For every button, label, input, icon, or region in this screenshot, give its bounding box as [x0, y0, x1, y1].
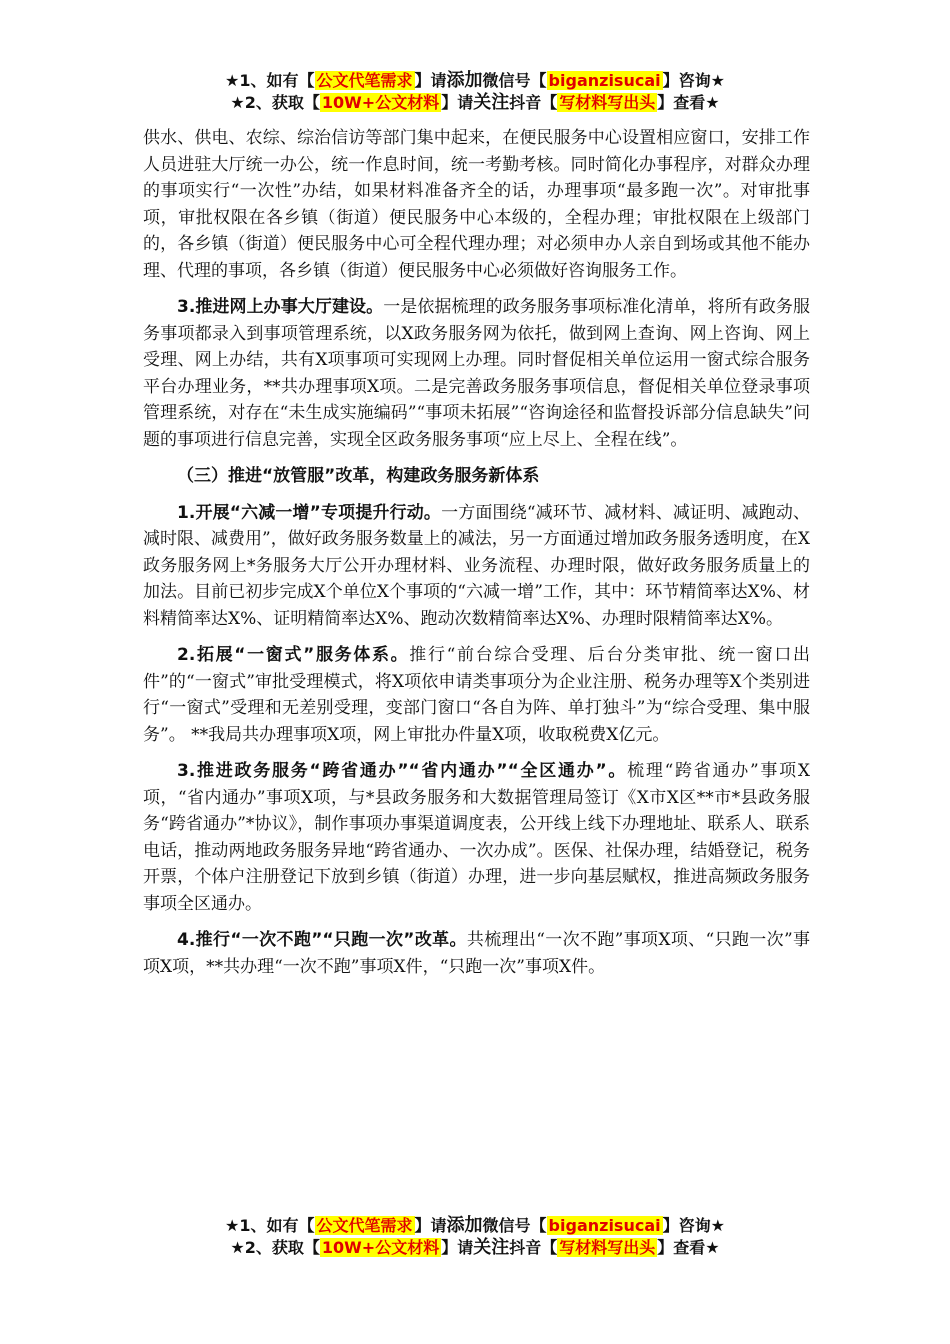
paragraph-cross-province: 3.推进政务服务“跨省通办”“省内通办”“全区通办”。梳理“跨省通办”事项X项，“省内通办”事项X项，与*县政务服务和大数据管理局签订《X市X区**市*县政务服务“跨省通办”*协议》，制作事项办事渠道调度表，公开线上线下办理地址、联系人、联系电话，推动两地政务服务异地“跨省通办、一次办成”。医保、社保办理，结婚登记，税务开票，个体户注册登记下放到乡镇（街道）办理，进一步向基层赋权，推进高频政务服务事项全区通办。: [143, 761, 811, 914]
highlight-wechat-id: biganzisucai: [548, 71, 661, 90]
section-heading: （三）推进“放管服”改革，构建政务服务新体系: [177, 466, 540, 486]
banner-line-1: ★1、如有【 公文代笔需求 】请添加微信号【 biganzisucai 】咨询★: [225, 70, 725, 91]
banner-line-2: ★2、获取【 10W+公文材料 】请关注抖音【 写材料写出头 】查看★: [230, 1237, 720, 1258]
highlight-wechat-id: biganzisucai: [548, 1216, 661, 1235]
paragraph-continuation: 供水、供电、农综、综治信访等部门集中起来，在便民服务中心设置相应窗口，安排工作人员进驻大厅统一办公，统一作息时间，统一考勤考核。同时简化办事程序，对群众办理的事项实行“一次性”办结，如果材料准备齐全的话，办理事项“最多跑一次”。对审批事项，审批权限在各乡镇（街道）便民服务中心本级的，全程办理；审批权限在上级部门的，各乡镇（街道）便民服务中心可全程代理办理；对必须申办人亲自到场或其他不能办理、代理的事项，各乡镇（街道）便民服务中心必须做好咨询服务工作。: [143, 128, 810, 281]
highlight-materials: 10W+公文材料: [321, 1238, 440, 1257]
highlight-douyin-account: 写材料写出头: [559, 93, 656, 112]
paragraph-lead: 3.推进网上办事大厅建设。: [177, 297, 384, 317]
paragraph-lead: 3.推进政务服务“跨省通办”“省内通办”“全区通办”。: [177, 761, 628, 781]
highlight-douyin-account: 写材料写出头: [559, 1238, 656, 1257]
paragraph-one-window: 2.拓展“一窗式”服务体系。推行“前台综合受理、后台分类审批、统一窗口出件”的“一窗式”审批受理模式，将X项依申请类事项分为企业注册、税务办理等X个类别进行“一窗式”受理和无差别受理，变部门窗口“各自为阵、单打独斗”为“综合受理、集中服务”。 **我局共办理事项X项，网上审批办件量X项，收取税费X亿元。: [143, 645, 810, 745]
banner-line-1: ★1、如有【 公文代笔需求 】请添加微信号【 biganzisucai 】咨询★: [225, 1215, 725, 1236]
document-body: [143, 125, 810, 990]
paragraph-lead: 2.拓展“一窗式”服务体系。: [177, 645, 410, 665]
paragraph-six-reduce: 1.开展“六减一增”专项提升行动。一方面围绕“减环节、减材料、减证明、减跑动、减时限、减费用”，做好政务服务数量上的减法，另一方面通过增加政务服务透明度，在X政务服务网上*务服务大厅公开办理材料、业务流程、办理时限，做好政务服务质量上的加法。目前已初步完成X个单位X个事项的“六减一增”工作，其中：环节精简率达X%、材料精简率达X%、证明精简率达X%、跑动次数精简率达X%、办理时限精简率达X%。: [143, 502, 810, 629]
highlight-service: 公文代笔需求: [316, 71, 413, 90]
highlight-service: 公文代笔需求: [316, 1216, 413, 1235]
highlight-materials: 10W+公文材料: [321, 93, 440, 112]
banner-line-2: ★2、获取【 10W+公文材料 】请关注抖音【 写材料写出头 】查看★: [230, 92, 720, 113]
footer-banner: [0, 1215, 950, 1259]
paragraph-online-hall: 3.推进网上办事大厅建设。一是依据梳理的政务服务事项标准化清单，将所有政务服务事项都录入到事项管理系统，以X政务服务网为依托，做到网上查询、网上咨询、网上受理、网上办结，共有X项事项可实现网上办理。同时督促相关单位运用一窗式综合服务平台办理业务，**共办理事项X项。二是完善政务服务事项信息，督促相关单位登录事项管理系统，对存在“未生成实施编码”“事项未拓展”“咨询途径和监督投诉部分信息缺失”问题的事项进行信息完善，实现全区政务服务事项“应上尽上、全程在线”。: [143, 297, 810, 450]
paragraph-lead: 1.开展“六减一增”专项提升行动。: [177, 502, 442, 523]
paragraph-no-trip: 4.推行“一次不跑”“只跑一次”改革。共梳理出“一次不跑”事项X项、“只跑一次”事项X项，**共办理“一次不跑”事项X件，“只跑一次”事项X件。: [143, 930, 810, 977]
header-banner: [0, 70, 950, 114]
paragraph-lead: 4.推行“一次不跑”“只跑一次”改革。: [177, 930, 467, 950]
